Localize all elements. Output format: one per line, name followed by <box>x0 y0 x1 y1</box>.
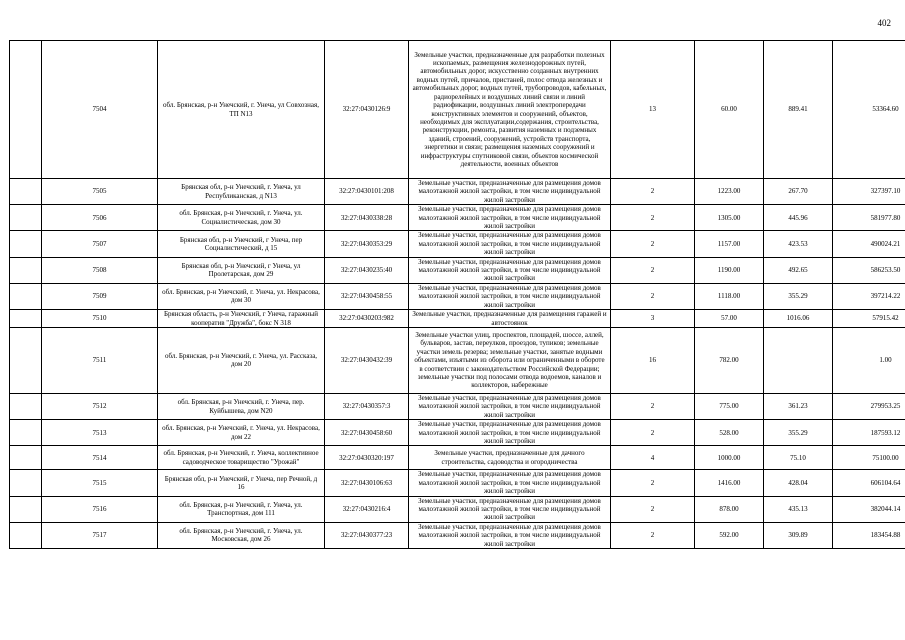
permitted-use: Земельные участки улиц, проспектов, площадей, шоссе, аллей, бульваров, застав, переулков, проездов, тупиков; земельные участки земель резерва; земельные участки, занятые водными объектами, изъятыми из оборота или ограниченными в обороте в соответствии с законодательством Российской Федерации; земельные участки под полосами отвода водоемов, каналов и коллекторов, набережные <box>409 327 611 393</box>
cadastral-value: 279953.25 <box>833 393 905 419</box>
parcel-area: 782.00 <box>695 327 764 393</box>
table-row <box>10 470 905 496</box>
specific-cadastral-value: 1016.06 <box>764 310 833 328</box>
row-number: 7515 <box>42 470 158 496</box>
cadastral-value: 1.00 <box>833 327 905 393</box>
cadastral-value: 490024.21 <box>833 231 905 257</box>
cadastral-number: 32:27:0430216:4 <box>325 496 409 522</box>
parcel-address: Брянская область, р-н Унечский, г Унеча, гаражный кооператив "Дружба", бокс N 318 <box>158 310 325 328</box>
row-number: 7506 <box>42 205 158 231</box>
cadastral-value: 57915.42 <box>833 310 905 328</box>
parcel-area: 1416.00 <box>695 470 764 496</box>
permitted-use: Земельные участки, предназначенные для размещения домов малоэтажной жилой застройки, в том числе индивидуальной жилой застройки <box>409 496 611 522</box>
land-parcel-table <box>9 40 905 549</box>
parcel-area: 1305.00 <box>695 205 764 231</box>
row-spacer-cell <box>10 420 42 446</box>
specific-cadastral-value: 267.70 <box>764 179 833 205</box>
permitted-use: Земельные участки, предназначенные для размещения домов малоэтажной жилой застройки, в том числе индивидуальной жилой застройки <box>409 257 611 283</box>
row-number: 7510 <box>42 310 158 328</box>
parcel-area: 1190.00 <box>695 257 764 283</box>
parcel-area: 775.00 <box>695 393 764 419</box>
table-row <box>10 179 905 205</box>
cadastral-value: 53364.60 <box>833 41 905 179</box>
table-row <box>10 231 905 257</box>
use-group: 2 <box>611 393 695 419</box>
permitted-use: Земельные участки, предназначенные для разработки полезных ископаемых, размещения железнодорожных путей, автомобильных дорог, искусственно созданных внутренних водных путей, причалов, пристаней, полос отвода железных и автомобильных дорог, водных путей, трубопроводов, кабельных, радиорелейных и воздушных линий связи и линий радиофикации, воздушных линий электропередачи конструктивных элементов и сооружений, объектов, необходимых для эксплуатации,содержания, строительства, реконструкции, ремонта, развития наземных и подземных зданий, строений, сооружений, устройств транспорта, энергетики и связи; размещения наземных сооружений и инфраструктуры спутниковой связи, объектов космической деятельности, военных объектов <box>409 41 611 179</box>
row-number: 7516 <box>42 496 158 522</box>
row-spacer-cell <box>10 496 42 522</box>
row-number: 7504 <box>42 41 158 179</box>
use-group: 13 <box>611 41 695 179</box>
cadastral-number: 32:27:0430458:60 <box>325 420 409 446</box>
specific-cadastral-value: 355.29 <box>764 420 833 446</box>
parcel-address: обл. Брянская, р-н Унечский, г. Унеча, ул. Московская, дом 26 <box>158 522 325 548</box>
parcel-address: обл. Брянская, р-н Унечский, г. Унеча, ул. Социалистическая, дом 30 <box>158 205 325 231</box>
parcel-address: обл. Брянская, р-н Унечский, г. Унеча, ул Совхозная, ТП N13 <box>158 41 325 179</box>
parcel-address: Брянская обл, р-н Унечский, г Унеча, пер Речной, д 16 <box>158 470 325 496</box>
parcel-area: 1223.00 <box>695 179 764 205</box>
use-group: 2 <box>611 205 695 231</box>
row-spacer-cell <box>10 41 42 179</box>
table-row <box>10 41 905 179</box>
use-group: 2 <box>611 231 695 257</box>
cadastral-number: 32:27:0430235:40 <box>325 257 409 283</box>
cadastral-value: 187593.12 <box>833 420 905 446</box>
row-number: 7508 <box>42 257 158 283</box>
parcel-area: 1118.00 <box>695 283 764 309</box>
use-group: 16 <box>611 327 695 393</box>
parcel-address: обл. Брянская, р-н Унечский, г. Унеча, ул. Транспортная, дом 111 <box>158 496 325 522</box>
row-spacer-cell <box>10 257 42 283</box>
parcel-area: 878.00 <box>695 496 764 522</box>
parcel-area: 57.00 <box>695 310 764 328</box>
use-group: 3 <box>611 310 695 328</box>
row-number: 7509 <box>42 283 158 309</box>
specific-cadastral-value: 355.29 <box>764 283 833 309</box>
cadastral-value: 382044.14 <box>833 496 905 522</box>
row-number: 7513 <box>42 420 158 446</box>
use-group: 2 <box>611 283 695 309</box>
row-spacer-cell <box>10 179 42 205</box>
cadastral-value: 397214.22 <box>833 283 905 309</box>
table-row <box>10 496 905 522</box>
permitted-use: Земельные участки, предназначенные для размещения домов малоэтажной жилой застройки, в том числе индивидуальной жилой застройки <box>409 522 611 548</box>
use-group: 2 <box>611 470 695 496</box>
parcel-area: 60.00 <box>695 41 764 179</box>
row-number: 7505 <box>42 179 158 205</box>
permitted-use: Земельные участки, предназначенные для размещения домов малоэтажной жилой застройки, в том числе индивидуальной жилой застройки <box>409 179 611 205</box>
table-row <box>10 522 905 548</box>
cadastral-value: 586253.50 <box>833 257 905 283</box>
parcel-address: обл. Брянская, р-н Унечский, г. Унеча, ул. Рассказа, дом 20 <box>158 327 325 393</box>
cadastral-number: 32:27:0430106:63 <box>325 470 409 496</box>
table-row <box>10 257 905 283</box>
row-spacer-cell <box>10 393 42 419</box>
table-row <box>10 205 905 231</box>
parcel-area: 1157.00 <box>695 231 764 257</box>
table-row <box>10 283 905 309</box>
parcel-area: 592.00 <box>695 522 764 548</box>
specific-cadastral-value: 423.53 <box>764 231 833 257</box>
page-number: 402 <box>877 18 891 28</box>
parcel-address: Брянская обл, р-н Унечский, г. Унеча, ул Республиканская, д N13 <box>158 179 325 205</box>
parcel-area: 528.00 <box>695 420 764 446</box>
permitted-use: Земельные участки, предназначенные для размещения домов малоэтажной жилой застройки, в том числе индивидуальной жилой застройки <box>409 470 611 496</box>
parcel-address: Брянская обл, р-н Унечский, г Унеча, пер Социалистический, д 15 <box>158 231 325 257</box>
row-number: 7512 <box>42 393 158 419</box>
cadastral-number: 32:27:0430320:197 <box>325 446 409 470</box>
cadastral-number: 32:27:0430353:29 <box>325 231 409 257</box>
permitted-use: Земельные участки, предназначенные для размещения домов малоэтажной жилой застройки, в том числе индивидуальной жилой застройки <box>409 231 611 257</box>
cadastral-number: 32:27:0430203:982 <box>325 310 409 328</box>
row-spacer-cell <box>10 205 42 231</box>
cadastral-number: 32:27:0430432:39 <box>325 327 409 393</box>
permitted-use: Земельные участки, предназначенные для размещения гаражей и автостоянок <box>409 310 611 328</box>
specific-cadastral-value <box>764 327 833 393</box>
table-row <box>10 327 905 393</box>
row-number: 7517 <box>42 522 158 548</box>
cadastral-number: 32:27:0430458:55 <box>325 283 409 309</box>
specific-cadastral-value: 889.41 <box>764 41 833 179</box>
table-row <box>10 446 905 470</box>
specific-cadastral-value: 428.04 <box>764 470 833 496</box>
parcel-address: обл. Брянская, р-н Унечский, г. Унеча, пер. Куйбышева, дом N20 <box>158 393 325 419</box>
specific-cadastral-value: 492.65 <box>764 257 833 283</box>
cadastral-number: 32:27:0430357:3 <box>325 393 409 419</box>
table-row <box>10 393 905 419</box>
permitted-use: Земельные участки, предназначенные для размещения домов малоэтажной жилой застройки, в том числе индивидуальной жилой застройки <box>409 393 611 419</box>
parcel-address: Брянская обл, р-н Унечский, г Унеча, ул Пролетарская, дом 29 <box>158 257 325 283</box>
parcel-area: 1000.00 <box>695 446 764 470</box>
row-spacer-cell <box>10 522 42 548</box>
row-number: 7511 <box>42 327 158 393</box>
row-spacer-cell <box>10 470 42 496</box>
cadastral-value: 75100.00 <box>833 446 905 470</box>
row-spacer-cell <box>10 231 42 257</box>
use-group: 2 <box>611 522 695 548</box>
permitted-use: Земельные участки, предназначенные для размещения домов малоэтажной жилой застройки, в том числе индивидуальной жилой застройки <box>409 283 611 309</box>
cadastral-number: 32:27:0430377:23 <box>325 522 409 548</box>
row-number: 7514 <box>42 446 158 470</box>
row-spacer-cell <box>10 283 42 309</box>
cadastral-number: 32:27:0430126:9 <box>325 41 409 179</box>
cadastral-value: 606104.64 <box>833 470 905 496</box>
cadastral-value: 183454.88 <box>833 522 905 548</box>
row-spacer-cell <box>10 446 42 470</box>
use-group: 2 <box>611 257 695 283</box>
table-row <box>10 310 905 328</box>
cadastral-number: 32:27:0430338:28 <box>325 205 409 231</box>
specific-cadastral-value: 435.13 <box>764 496 833 522</box>
specific-cadastral-value: 75.10 <box>764 446 833 470</box>
parcel-address: обл. Брянская, р-н Унечский, г. Унеча, ул. Некрасова, дом 22 <box>158 420 325 446</box>
cadastral-value: 581977.80 <box>833 205 905 231</box>
row-spacer-cell <box>10 327 42 393</box>
cadastral-value: 327397.10 <box>833 179 905 205</box>
row-number: 7507 <box>42 231 158 257</box>
use-group: 2 <box>611 420 695 446</box>
use-group: 4 <box>611 446 695 470</box>
cadastral-number: 32:27:0430101:208 <box>325 179 409 205</box>
use-group: 2 <box>611 179 695 205</box>
permitted-use: Земельные участки, предназначенные для размещения домов малоэтажной жилой застройки, в том числе индивидуальной жилой застройки <box>409 420 611 446</box>
specific-cadastral-value: 309.89 <box>764 522 833 548</box>
parcel-address: обл. Брянская, р-н Унечский, г. Унеча, коллективное садоводческое товарищество "Урожай" <box>158 446 325 470</box>
permitted-use: Земельные участки, предназначенные для дачного строительства, садоводства и огородничества <box>409 446 611 470</box>
specific-cadastral-value: 445.96 <box>764 205 833 231</box>
use-group: 2 <box>611 496 695 522</box>
permitted-use: Земельные участки, предназначенные для размещения домов малоэтажной жилой застройки, в том числе индивидуальной жилой застройки <box>409 205 611 231</box>
row-spacer-cell <box>10 310 42 328</box>
table-row <box>10 420 905 446</box>
parcel-address: обл. Брянская, р-н Унечский, г. Унеча, ул. Некрасова, дом 30 <box>158 283 325 309</box>
specific-cadastral-value: 361.23 <box>764 393 833 419</box>
